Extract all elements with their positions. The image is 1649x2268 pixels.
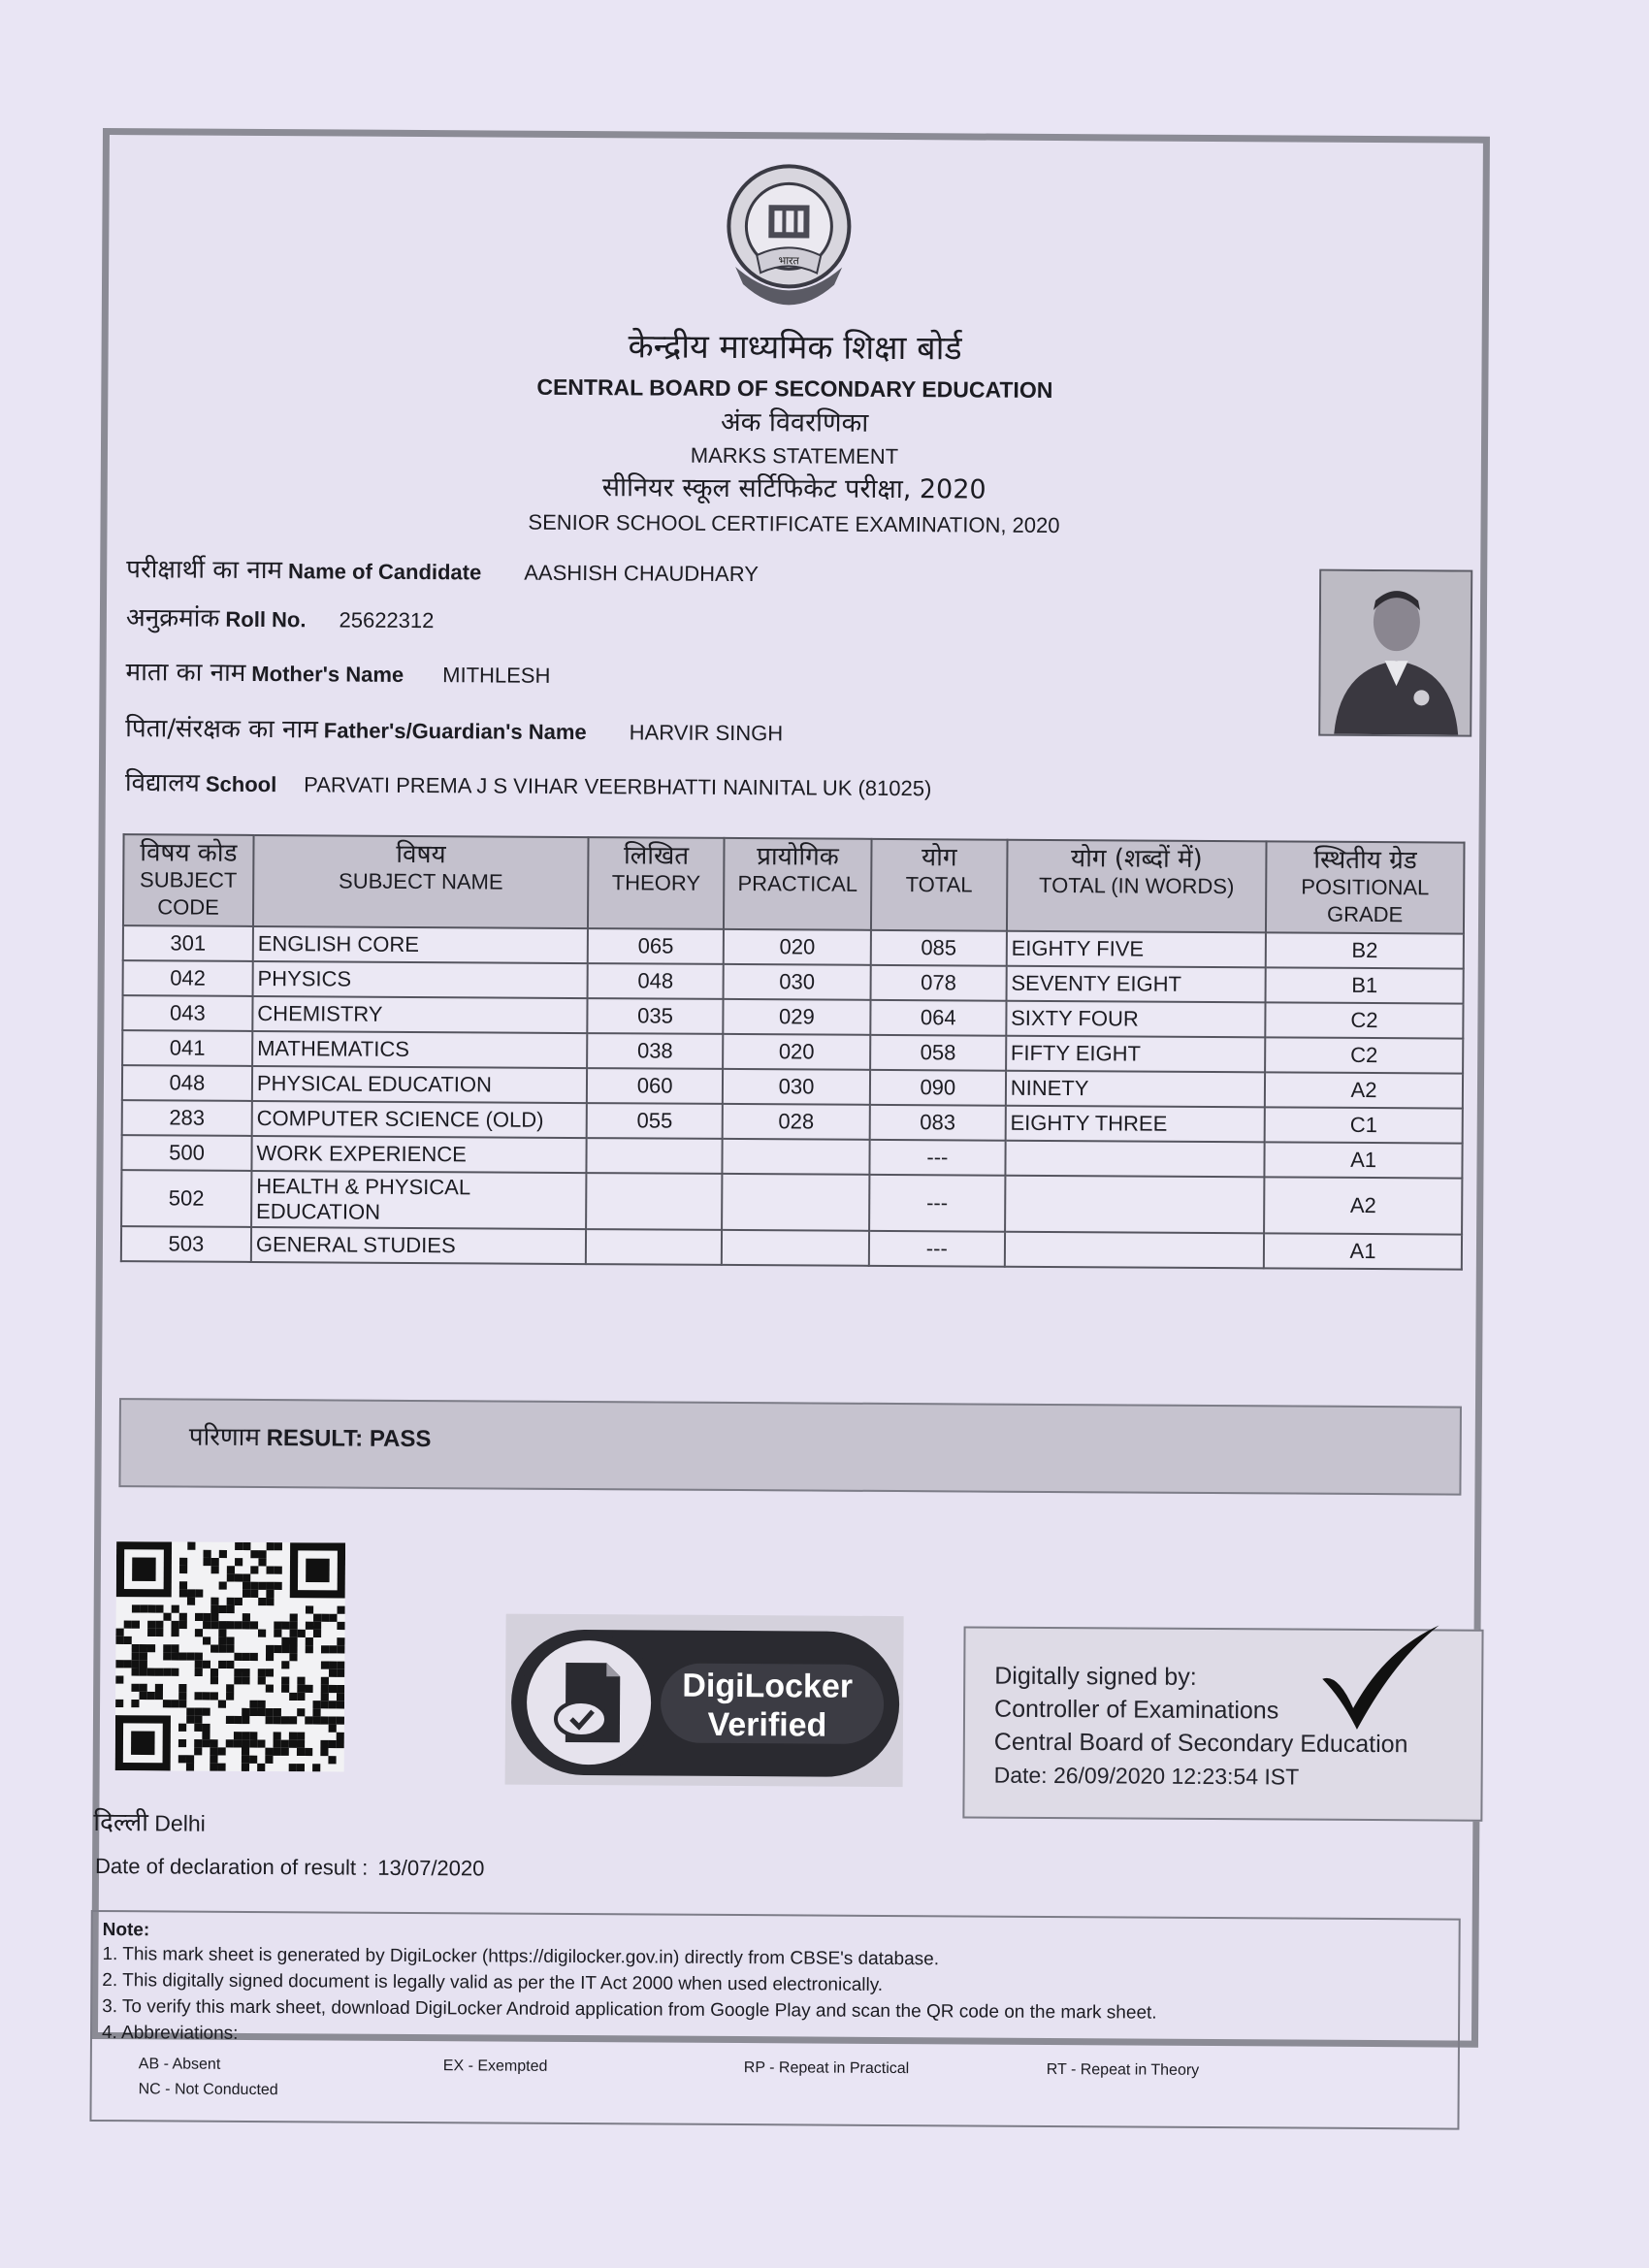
total-marks-cell: 078: [871, 965, 1007, 1001]
mother-label-hindi: माता का नाम: [125, 658, 246, 688]
digital-signature-box: [962, 1626, 1483, 1821]
grade-cell: A1: [1264, 1233, 1462, 1269]
grade-cell: A2: [1264, 1177, 1462, 1234]
total-marks-cell: ---: [869, 1175, 1005, 1232]
subject-name-cell: GENERAL STUDIES: [251, 1227, 587, 1264]
total-marks-cell: 064: [870, 1000, 1006, 1036]
total-words-cell: SIXTY FOUR: [1006, 1001, 1266, 1038]
theory-marks-cell: [586, 1229, 722, 1265]
signer-title: Controller of Examinations: [993, 1695, 1279, 1725]
subject-code-cell: 042: [123, 960, 253, 996]
statement-title-hindi: अंक विवरणिका: [720, 406, 869, 438]
candidate-name: AASHISH CHAUDHARY: [524, 560, 760, 587]
school-row: [125, 763, 932, 803]
total-marks-cell: ---: [869, 1231, 1005, 1267]
marks-table-body: [121, 925, 1464, 1269]
header-positional-grade: स्थितीय ग्रेड POSITIONAL GRADE: [1266, 841, 1464, 933]
theory-marks-cell: [587, 1138, 723, 1174]
notes-list: [102, 1941, 1157, 2053]
practical-marks-cell: [722, 1230, 869, 1266]
total-words-cell: EIGHTY THREE: [1005, 1106, 1265, 1143]
mother-label: Mother's Name: [251, 661, 404, 687]
svg-text:Verified: Verified: [707, 1705, 827, 1744]
grade-cell: C1: [1265, 1107, 1463, 1143]
table-row: [121, 1226, 1462, 1269]
subject-name-cell: ENGLISH CORE: [253, 926, 589, 963]
abbreviation-group: [139, 2052, 278, 2103]
practical-marks-cell: 028: [723, 1104, 870, 1140]
grade-cell: B2: [1266, 932, 1464, 968]
note-item: 3. To verify this mark sheet, download DigiLocker Android application from Google Play and scan the QR code on the mark sheet.: [102, 1996, 1157, 2024]
signed-by-label: Digitally signed by:: [994, 1662, 1197, 1691]
grade-cell: A1: [1265, 1142, 1463, 1178]
note-item: 1. This mark sheet is generated by DigiLocker (https://digilocker.gov.in) directly from CBSE's database.: [102, 1944, 940, 1970]
subject-name-cell: WORK EXPERIENCE: [251, 1136, 587, 1173]
exam-title: SENIOR SCHOOL CERTIFICATE EXAMINATION, 2020: [528, 509, 1060, 538]
total-marks-cell: 085: [871, 930, 1007, 966]
place: [93, 1803, 206, 1839]
subject-code-cell: 500: [121, 1135, 251, 1171]
subject-name-cell: HEALTH & PHYSICAL EDUCATION: [251, 1171, 587, 1229]
mother-name: MITHLESH: [442, 663, 551, 688]
abbr-repeat-practical: RP - Repeat in Practical: [743, 2059, 910, 2078]
roll-label-hindi: अनुक्रमांक: [125, 603, 220, 633]
total-words-cell: FIFTY EIGHT: [1006, 1036, 1266, 1073]
practical-marks-cell: 020: [723, 1034, 870, 1070]
theory-marks-cell: 048: [588, 963, 724, 999]
svg-text:भारत: भारत: [778, 255, 799, 268]
place-english: Delhi: [154, 1810, 206, 1836]
header-subject-name: विषय SUBJECT NAME: [253, 835, 589, 928]
grade-cell: B1: [1266, 967, 1464, 1003]
abbr-not-conducted: NC - Not Conducted: [138, 2081, 278, 2099]
total-words-cell: SEVENTY EIGHT: [1006, 966, 1266, 1003]
qr-code: [115, 1541, 345, 1771]
board-name-hindi: केन्द्रीय माध्यमिक शिक्षा बोर्ड: [628, 327, 962, 369]
abbr-repeat-theory: RT - Repeat in Theory: [1046, 2060, 1200, 2079]
svg-text:DigiLocker: DigiLocker: [682, 1667, 854, 1705]
signature-date: Date: 26/09/2020 12:23:54 IST: [993, 1762, 1300, 1790]
table-row: [121, 1170, 1462, 1234]
digilocker-logo-icon: [505, 1614, 904, 1788]
header-total-words: योग (शब्दों में) TOTAL (IN WORDS): [1007, 840, 1267, 933]
father-label-hindi: पिता/संरक्षक का नाम: [125, 714, 318, 745]
place-hindi: दिल्ली: [93, 1807, 149, 1838]
total-words-cell: EIGHTY FIVE: [1007, 931, 1267, 968]
total-marks-cell: 058: [870, 1035, 1006, 1071]
subject-code-cell: 283: [122, 1100, 252, 1136]
roll-number: 25622312: [339, 607, 435, 633]
statement-title: MARKS STATEMENT: [690, 442, 899, 470]
roll-label: Roll No.: [225, 606, 307, 632]
subject-name-cell: PHYSICAL EDUCATION: [252, 1066, 588, 1103]
signature-text: [994, 1660, 1408, 1795]
total-marks-cell: ---: [869, 1140, 1005, 1176]
subject-code-cell: 048: [122, 1065, 252, 1101]
theory-marks-cell: 035: [588, 998, 724, 1034]
signer-organization: Central Board of Secondary Education: [993, 1728, 1408, 1759]
school-name: PARVATI PREMA J S VIHAR VEERBHATTI NAINITAL UK (81025): [304, 772, 932, 801]
notes-box: [89, 1910, 1460, 2130]
note-item: 2. This digitally signed document is legally valid as per the IT Act 2000 when used electronically.: [102, 1970, 884, 1995]
declaration-date: 13/07/2020: [377, 1855, 485, 1881]
practical-marks-cell: 030: [723, 1069, 870, 1105]
practical-marks-cell: 020: [724, 929, 871, 965]
subject-code-cell: 043: [122, 995, 252, 1031]
header-practical: प्रायोगिक PRACTICAL: [724, 838, 871, 930]
person-icon: [1320, 571, 1471, 735]
school-label: School: [205, 771, 277, 797]
header-theory: लिखित THEORY: [588, 837, 724, 929]
qr-code-icon: [115, 1541, 345, 1771]
marks-table: [120, 833, 1466, 1270]
subject-name-cell: COMPUTER SCIENCE (OLD): [252, 1101, 588, 1138]
theory-marks-cell: 060: [587, 1068, 723, 1104]
practical-marks-cell: 029: [723, 999, 870, 1035]
total-marks-cell: 083: [870, 1105, 1006, 1141]
candidate-name-row: [126, 550, 759, 589]
roll-number-row: [126, 599, 435, 635]
header-total: योग TOTAL: [871, 839, 1007, 931]
mother-name-row: [125, 653, 550, 691]
result-bar: [118, 1398, 1462, 1495]
subject-name-cell: MATHEMATICS: [252, 1031, 588, 1068]
practical-marks-cell: 030: [724, 964, 871, 1000]
theory-marks-cell: [586, 1173, 722, 1230]
board-name: CENTRAL BOARD OF SECONDARY EDUCATION: [536, 373, 1053, 403]
school-label-hindi: विद्यालय: [124, 768, 200, 798]
subject-name-cell: CHEMISTRY: [252, 996, 588, 1033]
cbse-emblem-icon: [718, 158, 860, 324]
candidate-photo: [1318, 569, 1472, 737]
subject-name-cell: PHYSICS: [252, 961, 588, 998]
total-words-cell: [1005, 1232, 1265, 1269]
candidate-name-label: Name of Candidate: [287, 559, 482, 585]
subject-code-cell: 503: [121, 1226, 251, 1262]
declaration-date-row: [95, 1854, 485, 1881]
total-words-cell: [1005, 1176, 1265, 1234]
abbr-exempted: EX - Exempted: [442, 2057, 548, 2075]
table-header-row: [123, 834, 1465, 933]
subject-code-cell: 041: [122, 1030, 252, 1066]
note-item: 4. Abbreviations:: [101, 2023, 239, 2044]
total-marks-cell: 090: [870, 1070, 1006, 1106]
total-words-cell: [1005, 1141, 1265, 1178]
header-subject-code: विषय कोड SUBJECT CODE: [123, 834, 253, 926]
theory-marks-cell: 065: [588, 928, 724, 964]
practical-marks-cell: [723, 1139, 870, 1175]
candidate-name-label-hindi: परीक्षार्थी का नाम: [126, 555, 283, 586]
result-text: परिणाम RESULT: PASS: [188, 1422, 432, 1453]
father-name-row: [125, 709, 783, 748]
declaration-label: Date of declaration of result :: [94, 1853, 369, 1880]
father-label: Father's/Guardian's Name: [323, 718, 587, 745]
marks-statement-sheet: [91, 128, 1490, 2099]
subject-code-cell: 301: [123, 925, 253, 961]
practical-marks-cell: [722, 1174, 869, 1231]
grade-cell: C2: [1265, 1037, 1463, 1073]
subject-code-cell: 502: [121, 1170, 251, 1227]
notes-title: Note:: [102, 1920, 150, 1941]
total-words-cell: NINETY: [1006, 1071, 1266, 1108]
theory-marks-cell: 055: [587, 1103, 723, 1139]
digilocker-verified-badge: [505, 1614, 904, 1788]
theory-marks-cell: 038: [587, 1033, 723, 1069]
abbr-absent: AB - Absent: [138, 2056, 221, 2073]
father-name: HARVIR SINGH: [629, 720, 784, 746]
grade-cell: C2: [1265, 1002, 1463, 1038]
exam-title-hindi: सीनियर स्कूल सर्टिफिकेट परीक्षा, 2020: [601, 472, 986, 505]
grade-cell: A2: [1265, 1072, 1463, 1108]
